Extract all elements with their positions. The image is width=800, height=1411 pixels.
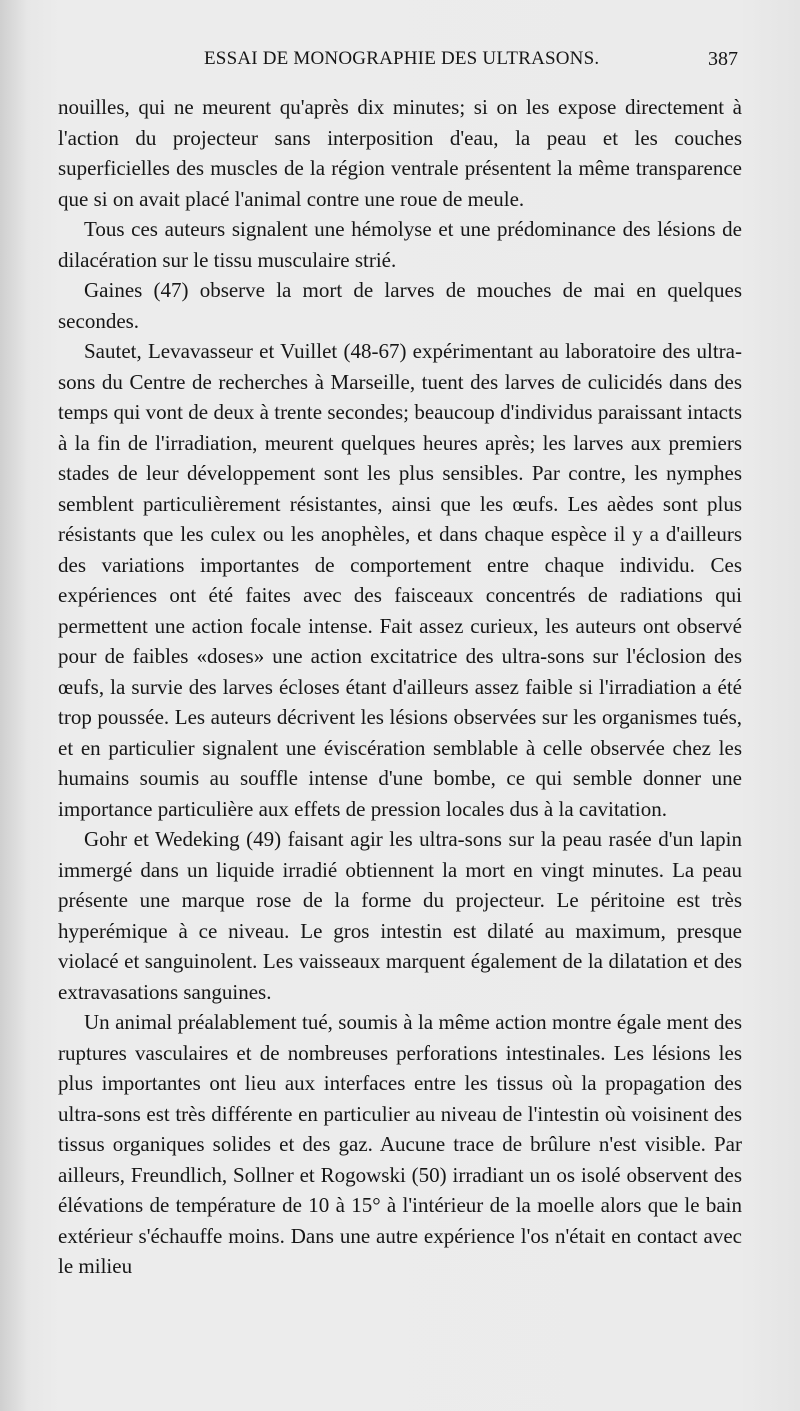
paragraph-animal: Un animal préalablement tué, soumis à la même action montre égale ment des ruptures vasculaires et de nombreuses perforations intestinales. Les lésions les plus importantes ont lieu aux interfaces entre les tissus où la propagation des ultra-sons est très différente en particulier au niveau de l'intestin où voisinent des tissus organiques solides et des gaz. Aucune trace de brûlure n'est visible. Par ailleurs, Freundlich, Sollner et Rogowski (50) irradiant un os isolé observent des élévations de température de 10 à 15° à l'intérieur de la moelle alors que le bain extérieur s'échauffe moins. Dans une autre expérience l'os n'était en contact avec le milieu	[58, 1010, 742, 1278]
paragraph-continuation: nouilles, qui ne meurent qu'après dix minutes; si on les expose directement à l'action du projecteur sans interposition d'eau, la peau et les couches superficielles des muscles de la région ventrale présentent la même transparence que si on avait placé l'animal contre une roue de meule.	[58, 95, 742, 211]
page-number: 387	[708, 48, 738, 70]
page-header	[58, 46, 740, 76]
paragraph-hemolyse: Tous ces auteurs signalent une hémolyse et une prédominance des lésions de dilacération sur le tissu musculaire strié.	[58, 217, 742, 272]
body-text	[58, 92, 742, 1282]
paragraph-gohr: Gohr et Wedeking (49) faisant agir les ultra-sons sur la peau rasée d'un lapin immergé dans un liquide irradié obtiennent la mort en vingt minutes. La peau présente une marque rose de la forme du projecteur. Le péritoine est très hyperémique à ce niveau. Le gros intestin est dilaté au maximum, presque violacé et sanguinolent. Les vaisseaux marquent également de la dilatation et des extravasations sanguines.	[58, 827, 742, 1004]
paragraph-sautet: Sautet, Levavasseur et Vuillet (48-67) expérimentant au laboratoire des ultra-sons du Centre de recherches à Marseille, tuent des larves de culicidés dans des temps qui vont de deux à trente secondes; beaucoup d'individus paraissant intacts à la fin de l'irradiation, meurent quelques heures après; les larves aux premiers stades de leur développement sont les plus sensibles. Par contre, les nymphes semblent particulièrement résistantes, ainsi que les œufs. Les aèdes sont plus résistants que les culex ou les anophèles, et dans chaque espèce il y a d'ailleurs des variations importantes de comportement entre chaque individu. Ces expériences ont été faites avec des faisceaux concentrés de radiations qui permettent une action focale intense. Fait assez curieux, les auteurs ont observé pour de faibles «doses» une action excitatrice des ultra-sons sur l'éclosion des œufs, la survie des larves écloses étant d'ailleurs assez faible si l'irradiation a été trop poussée. Les auteurs décrivent les lésions observées sur les organismes tués, et en particulier signalent une éviscération semblable à celle observée chez les humains soumis au souffle intense d'une bombe, ce qui semble donner une importance particulière aux effets de pression locales dus à la cavitation.	[58, 339, 742, 821]
running-title: ESSAI DE MONOGRAPHIE DES ULTRASONS.	[204, 48, 600, 69]
paragraph-gaines: Gaines (47) observe la mort de larves de mouches de mai en quelques secondes.	[58, 278, 742, 333]
